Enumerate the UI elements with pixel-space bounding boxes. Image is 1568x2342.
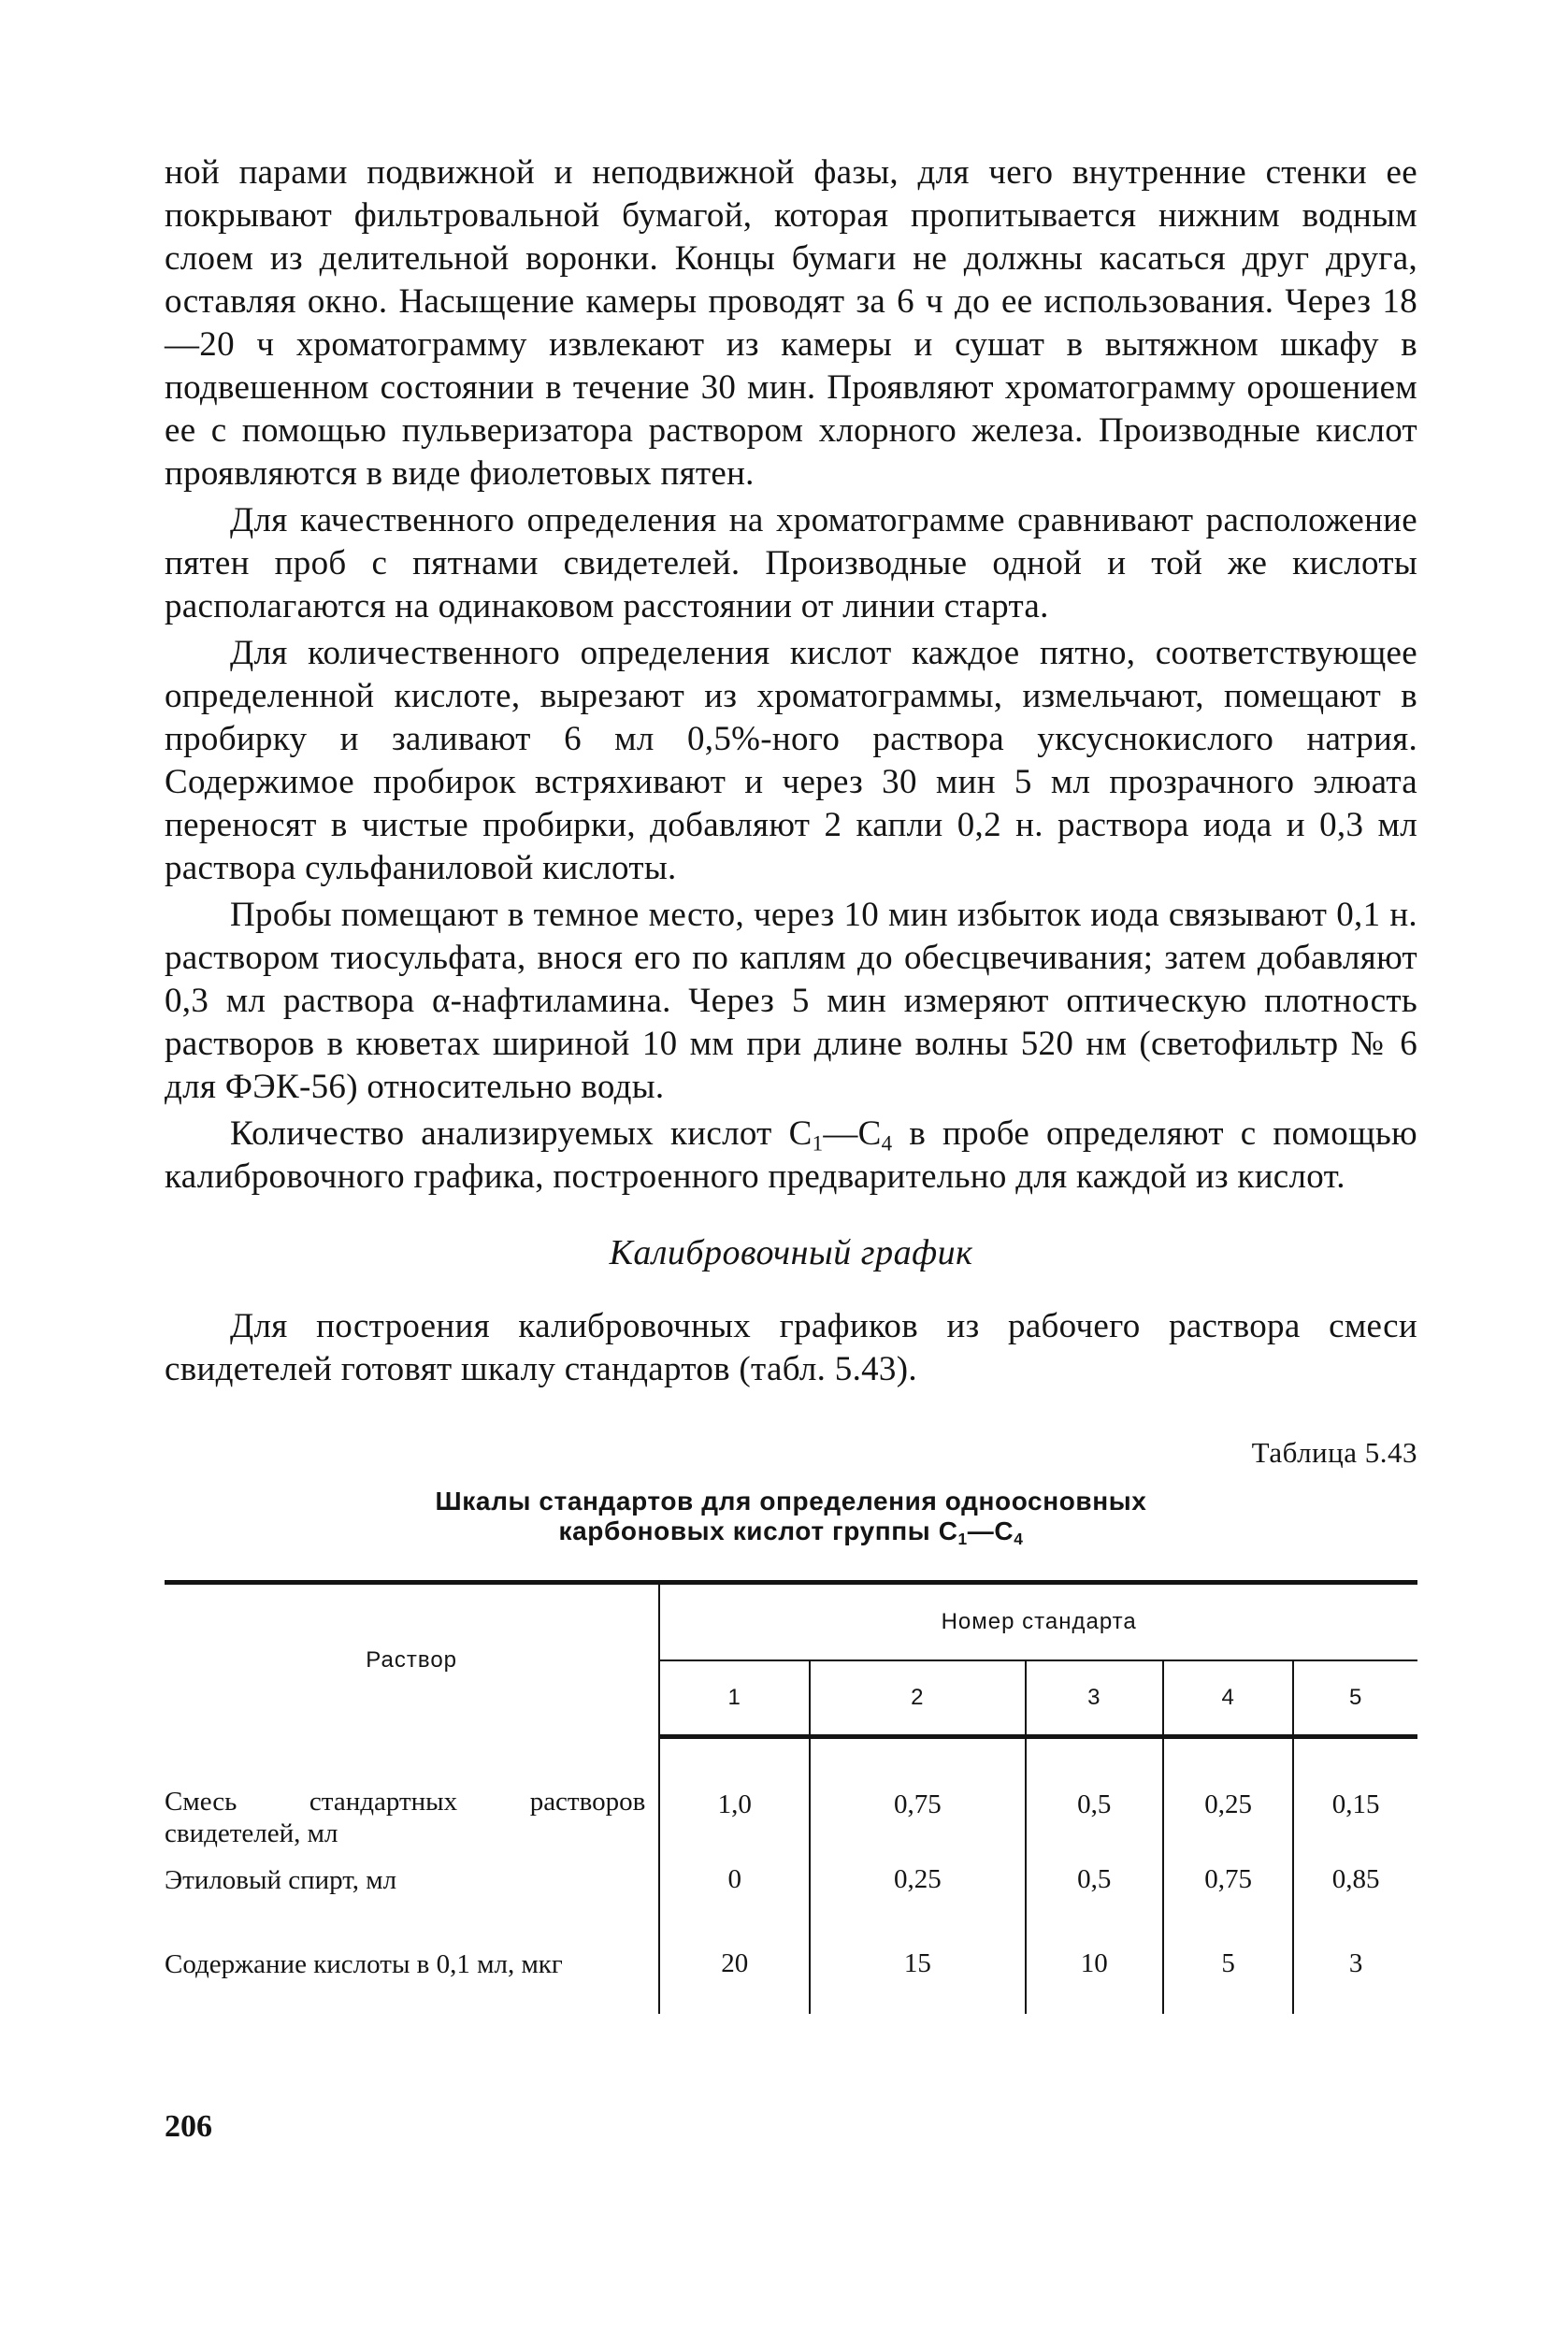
table-label: Таблица 5.43 (1251, 1436, 1417, 1469)
section-paragraph: Для построения калибровочных графиков из рабочего раствора смеси свидетелей готовят шкалу стандартов (табл. 5.43). (165, 1307, 1417, 1388)
page-number: 206 (165, 2109, 212, 2144)
table-cell: 0,5 (1026, 1737, 1163, 1860)
table-cell: 20 (659, 1930, 810, 2014)
table-title-sub1: 1 (957, 1529, 968, 1548)
page-content (165, 151, 1417, 2014)
table-title-prefix: карбоновых кислот группы C (558, 1516, 958, 1545)
table-cell: 0,5 (1026, 1859, 1163, 1930)
table-row (165, 1737, 1417, 1860)
paragraph-2: Для качественного определения на хроматограмме сравнивают расположение пятен проб с пятнами свидетелей. Производные одной и той же кислоты располагаются на одинаковом расстоянии от линии старта. (165, 501, 1417, 625)
header-col-4: 4 (1163, 1660, 1293, 1737)
table-cell: 0,15 (1331, 1789, 1380, 1819)
table-cell: 10 (1026, 1930, 1163, 2014)
header-col-5: 5 (1293, 1660, 1417, 1737)
table-cell: 0,25 (1163, 1737, 1293, 1860)
table-cell: 3 (1348, 1948, 1363, 1978)
table-cell: 0,75 (1163, 1859, 1293, 1930)
table-title (165, 1487, 1417, 1546)
table-title-sub2: 4 (1014, 1529, 1024, 1548)
section-title: Калибровочный график (609, 1233, 973, 1272)
paragraph-5-after: в пробе определяют с помощью калибровочного графика, построенного предварительно для каждой из кислот. (165, 1114, 1417, 1196)
header-standard-number: Номер стандарта (659, 1583, 1417, 1661)
paragraph-4: Пробы помещают в темное место, через 10 мин избыток иода связывают 0,1 н. раствором тиосульфата, внося его по каплям до обесцвечивания; затем добавляют 0,3 мл раствора α-нафтиламина. Через 5 мин измеряют оптическую плотность растворов в кюветах шириной 10 мм при длине волны 520 нм (светофильтр № 6 для ФЭК-56) относительно воды. (165, 896, 1417, 1106)
paragraph-5-dash: —C (823, 1114, 882, 1153)
paragraph-5-sub2: 4 (881, 1131, 893, 1156)
row-label: Этиловый спирт, мл (165, 1859, 659, 1930)
header-col-2: 2 (810, 1660, 1025, 1737)
table-title-dash: —C (967, 1516, 1014, 1545)
row-label: Смесь стандартных растворов свидетелей, мл (165, 1737, 659, 1860)
table-cell: 0 (659, 1859, 810, 1930)
table-cell: 15 (810, 1930, 1025, 2014)
paragraph-5-before: Количество анализируемых кислот C (230, 1114, 813, 1153)
paragraph-5 (165, 1113, 1417, 1199)
row-label: Содержание кислоты в 0,1 мл, мкг (165, 1930, 659, 2014)
table-cell: 0,25 (810, 1859, 1025, 1930)
paragraph-1: ной парами подвижной и неподвижной фазы, для чего внутренние стенки ее покрывают фильтровальной бумагой, которая пропитывается нижним водным слоем из делительной воронки. Концы бумаги не должны касаться друг друга, оставляя окно. Насыщение камеры проводят за 6 ч до ее использования. Через 18—20 ч хроматограмму извлекают из камеры и сушат в вытяжном шкафу в подвешенном состоянии в течение 30 мин. Проявляют хроматограмму орошением ее с помощью пульверизатора раствором хлорного железа. Производные кислот проявляются в виде фиолетовых пятен. (165, 153, 1417, 493)
table-row (165, 1859, 1417, 1930)
table-cell: 0,85 (1331, 1864, 1380, 1894)
table-title-line1: Шкалы стандартов для определения одноосновных (435, 1487, 1147, 1516)
table-title-line2 (165, 1516, 1417, 1546)
paragraph-3: Для количественного определения кислот каждое пятно, соответствующее определенной кислоте, вырезают из хроматограммы, измельчают, помещают в пробирку и заливают 6 мл 0,5%-ного раствора уксуснокислого натрия. Содержимое пробирок встряхивают и через 30 мин 5 мл прозрачного элюата переносят в чистые пробирки, добавляют 2 капли 0,2 н. раствора иода и 0,3 мл раствора сульфаниловой кислоты. (165, 634, 1417, 887)
header-col-3: 3 (1026, 1660, 1163, 1737)
table-row (165, 1930, 1417, 2014)
standards-table (165, 1580, 1417, 2014)
paragraph-5-sub1: 1 (812, 1131, 824, 1156)
table-cell: 0,75 (810, 1737, 1025, 1860)
header-col-1: 1 (659, 1660, 810, 1737)
table-cell: 5 (1163, 1930, 1293, 2014)
table-cell: 1,0 (659, 1737, 810, 1860)
header-solution: Раствор (165, 1583, 659, 1737)
